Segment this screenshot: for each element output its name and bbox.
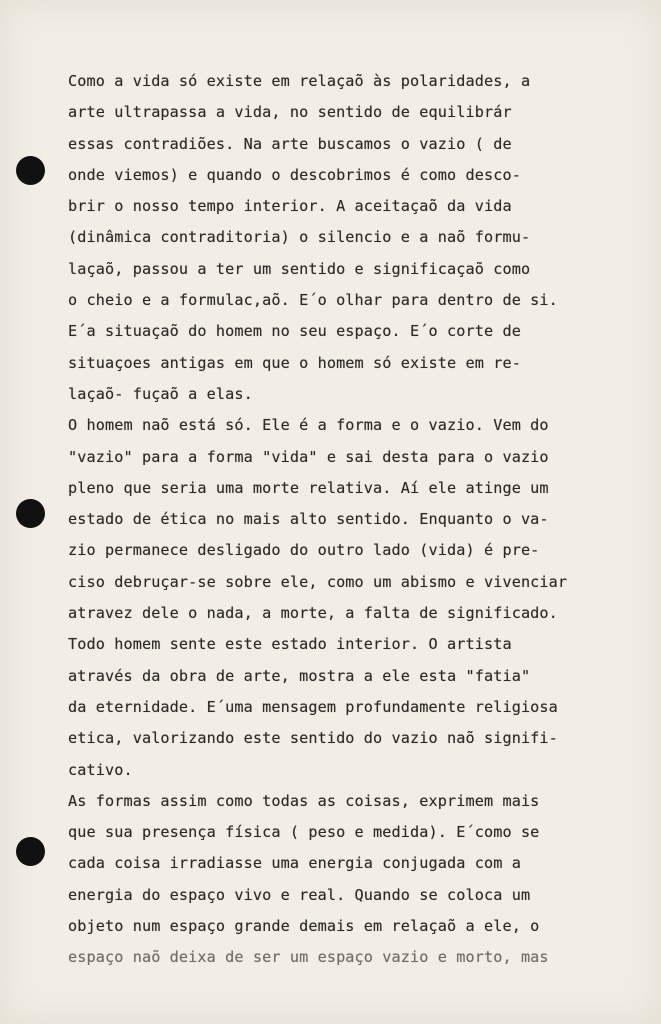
- text-line: Como a vida só existe em relaçaõ às polaridades, a: [68, 72, 531, 90]
- text-line: através da obra de arte, mostra a ele esta "fatia": [68, 666, 531, 685]
- punch-hole-top: [16, 156, 45, 185]
- text-line: "vazio" para a forma "vida" e sai desta para o vazio: [68, 447, 549, 466]
- text-line: As formas assim como todas as coisas, exprimem mais: [68, 791, 540, 810]
- text-line: que sua presença física ( peso e medida). E´como se: [68, 823, 540, 842]
- punch-hole-bottom: [16, 837, 45, 866]
- text-line: pleno que seria uma morte relativa. Aí ele atinge um: [68, 478, 549, 497]
- text-line: brir o nosso tempo interior. A aceitaçaõ da vida: [68, 197, 512, 216]
- text-line: espaço naõ deixa de ser um espaço vazio e morto, mas: [68, 948, 549, 967]
- text-line: da eternidade. E´uma mensagem profundamente religiosa: [68, 697, 558, 716]
- text-line: estado de ética no mais alto sentido. Enquanto o va-: [68, 510, 549, 529]
- text-line: cada coisa irradiasse uma energia conjugada com a: [68, 854, 521, 873]
- typewritten-text-body: [68, 66, 648, 974]
- text-line: onde viemos) e quando o descobrimos é como desco-: [68, 165, 521, 184]
- text-line: o cheio e a formulac,aõ. E´o olhar para dentro de si.: [68, 291, 558, 310]
- text-line: arte ultrapassa a vida, no sentido de equilibrár: [68, 103, 512, 122]
- text-line: energia do espaço vivo e real. Quando se coloca um: [68, 885, 531, 904]
- text-line: Todo homem sente este estado interior. O artista: [68, 635, 512, 654]
- text-line: ciso debruçar-se sobre ele, como um abismo e vivenciar: [68, 572, 568, 591]
- text-line: objeto num espaço grande demais em relaçaõ a ele, o: [68, 917, 540, 936]
- text-line: O homem naõ está só. Ele é a forma e o vazio. Vem do: [68, 416, 549, 435]
- text-line: (dinâmica contraditoria) o silencio e a naõ formu-: [68, 228, 531, 247]
- text-line: zio permanece desligado do outro lado (vida) é pre-: [68, 541, 540, 560]
- text-line: essas contradiões. Na arte buscamos o vazio ( de: [68, 134, 512, 153]
- text-line: laçaõ- fuçaõ a elas.: [68, 384, 253, 403]
- text-line: situaçoes antigas em que o homem só existe em re-: [68, 353, 521, 372]
- text-line: cativo.: [68, 760, 133, 779]
- text-line: E´a situaçaõ do homem no seu espaço. E´o corte de: [68, 322, 521, 341]
- text-line: etica, valorizando este sentido do vazio naõ signifi-: [68, 729, 558, 748]
- text-line: laçaõ, passou a ter um sentido e significaçaõ como: [68, 259, 531, 278]
- text-line: atravez dele o nada, a morte, a falta de significado.: [68, 604, 558, 623]
- punch-hole-middle: [16, 499, 45, 528]
